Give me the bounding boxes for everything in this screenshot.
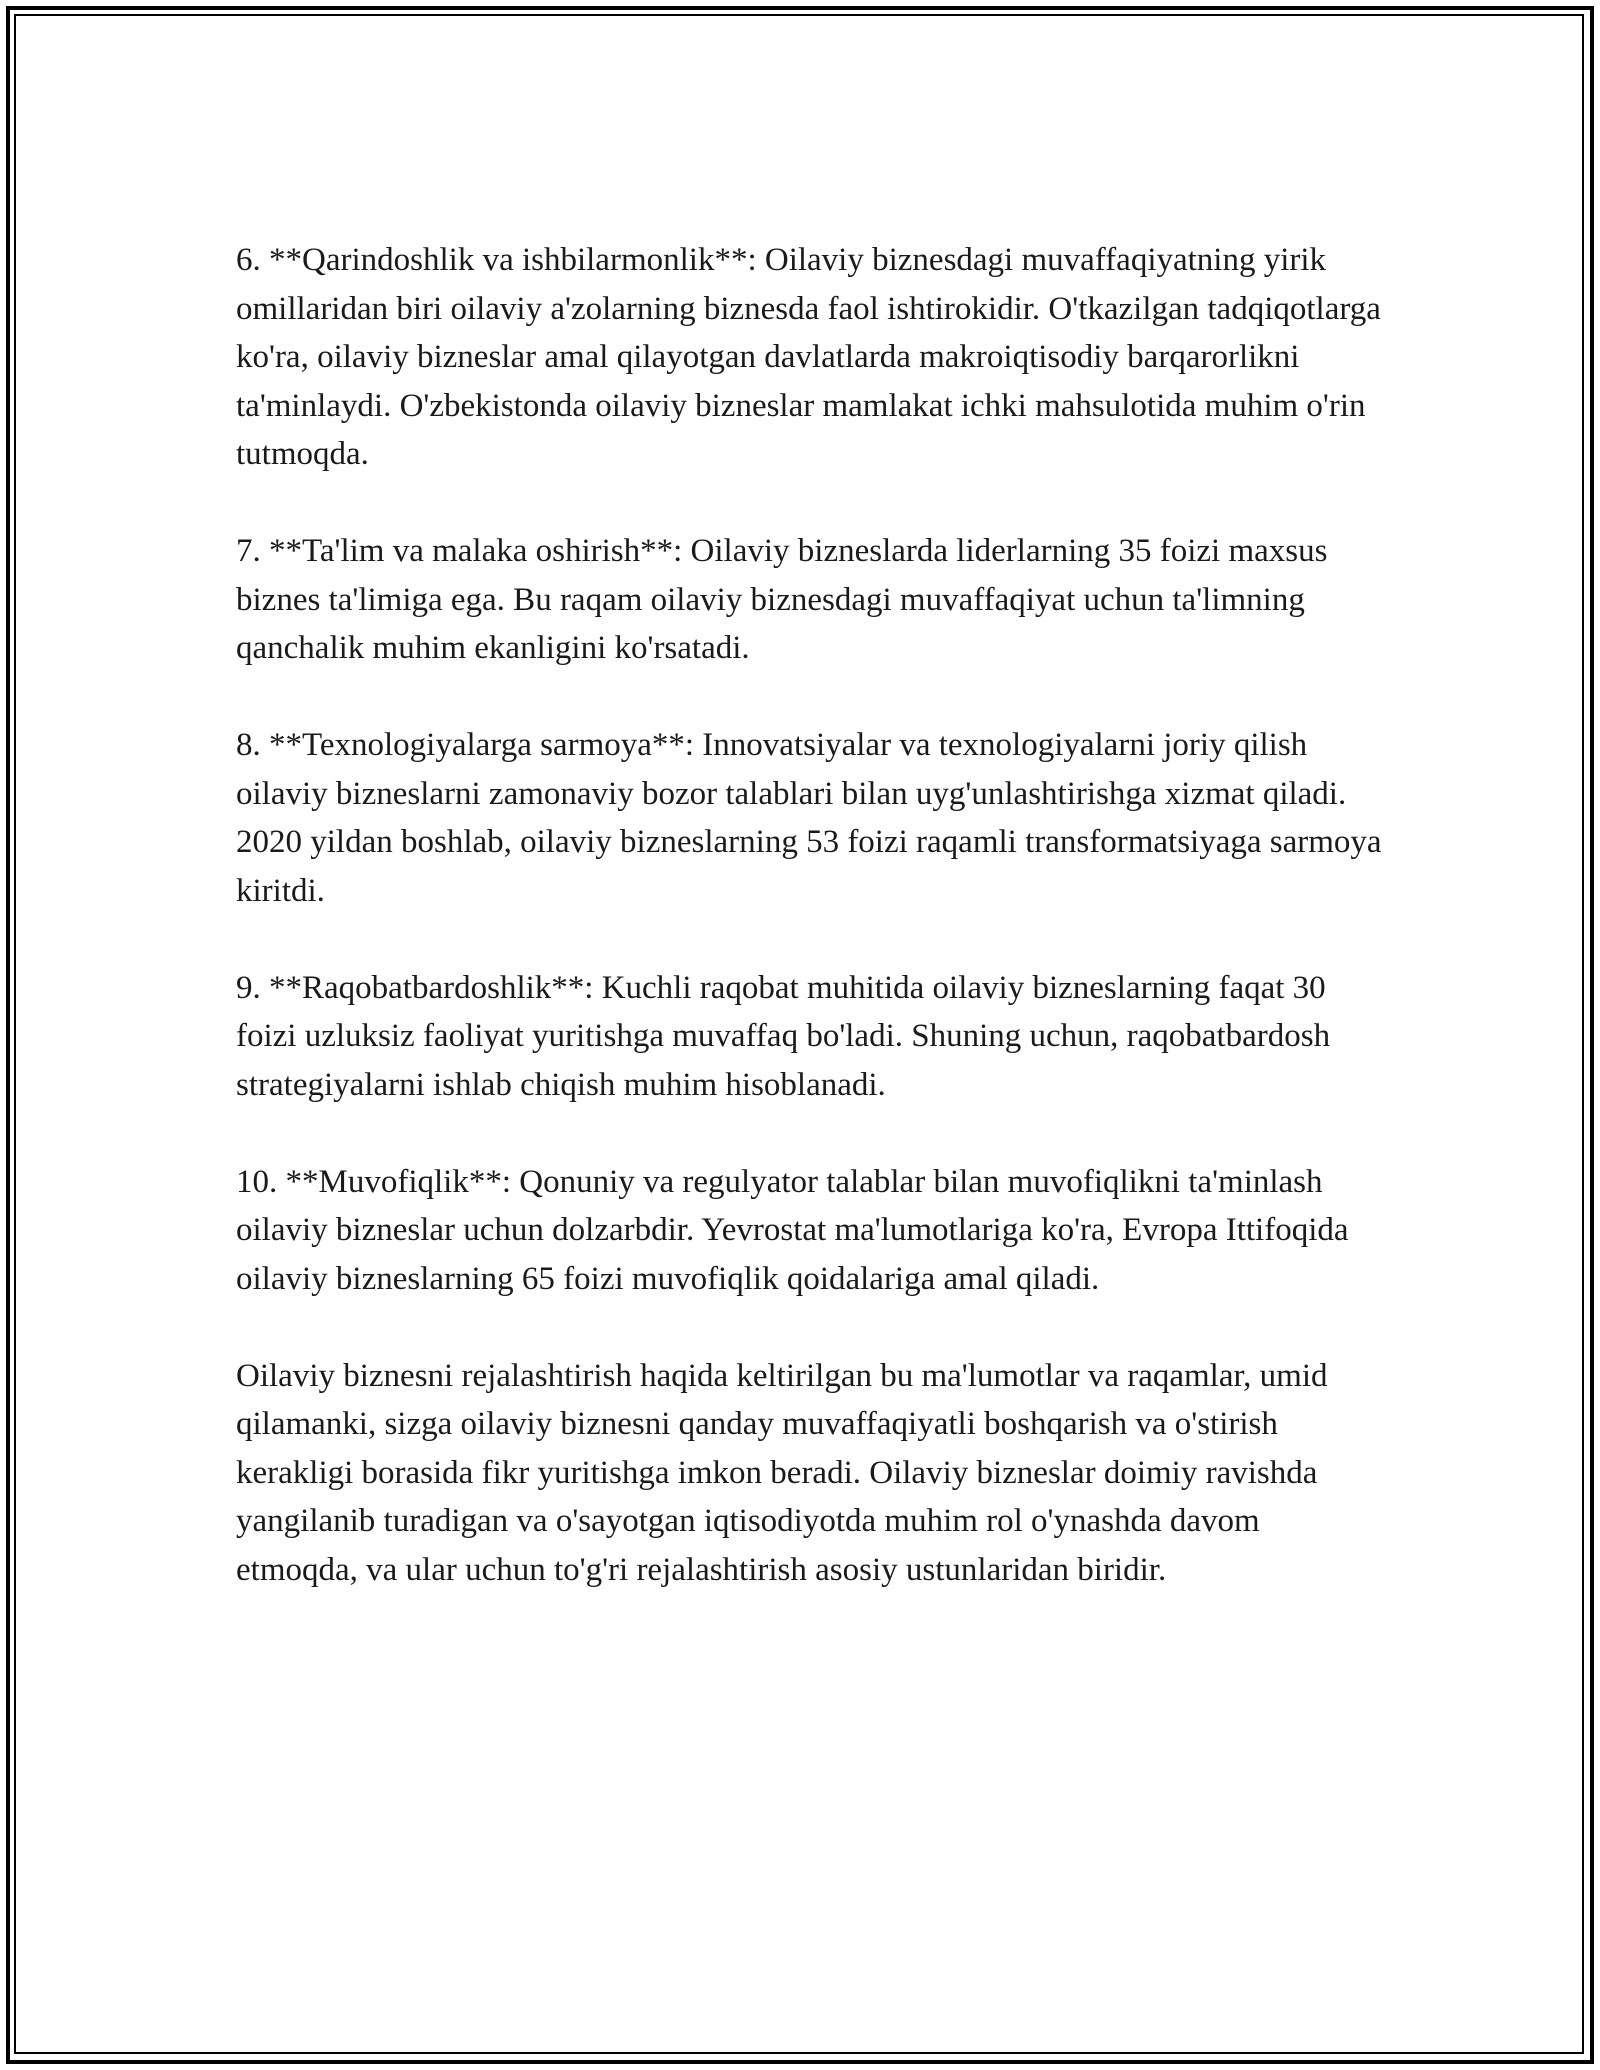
document-body <box>236 236 1386 1643</box>
paragraph-item-9: 9. **Raqobatbardoshlik**: Kuchli raqobat muhitida oilaviy bizneslarning faqat 30 foizi uzluksiz faoliyat yuritishga muvaffaq bo'ladi. Shuning uchun, raqobatbardosh strategiyalarni ishlab chiqish muhim hisoblanadi. <box>236 969 1331 1103</box>
paragraph-item-7: 7. **Ta'lim va malaka oshirish**: Oilaviy bizneslarda liderlarning 35 foizi maxsus biznes ta'limiga ega. Bu raqam oilaviy biznesdagi muvaffaqiyat uchun ta'limning qanchalik muhim ekanligini ko'rsatadi. <box>236 533 1328 666</box>
paragraph-item-6: 6. **Qarindoshlik va ishbilarmonlik**: Oilaviy biznesdagi muvaffaqiyatning yirik omillaridan biri oilaviy a'zolarning biznesda faol ishtirokidir. O'tkazilgan tadqiqotlarga ko'ra, oilaviy bizneslar amal qilayotgan davlatlarda makroiqtisodiy barqarorlikni ta'minlaydi. O'zbekistonda oilaviy bizneslar mamlakat ichki mahsulotida muhim o'rin tutmoqda. <box>236 242 1381 472</box>
paragraph-item-8: 8. **Texnologiyalarga sarmoya**: Innovatsiyalar va texnologiyalarni joriy qilish oilaviy bizneslarni zamonaviy bozor talablari bilan uyg'unlashtirishga xizmat qiladi. 2020 yildan boshlab, oilaviy bizneslarning 53 foizi raqamli transformatsiyaga sarmoya kiritdi. <box>236 727 1382 909</box>
paragraph-item-10: 10. **Muvofiqlik**: Qonuniy va regulyator talablar bilan muvofiqlikni ta'minlash oilaviy bizneslar uchun dolzarbdir. Yevrostat ma'lumotlariga ko'ra, Evropa Ittifoqida oilaviy bizneslarning 65 foizi muvofiqlik qoidalariga amal qiladi. <box>236 1163 1349 1297</box>
paragraph-conclusion: Oilaviy biznesni rejalashtirish haqida keltirilgan bu ma'lumotlar va raqamlar, umid qilamanki, sizga oilaviy biznesni qanday muvaffaqiyatli boshqarish va o'stirish kerakligi borasida fikr yuritishga imkon beradi. Oilaviy bizneslar doimiy ravishda yangilanib turadigan va o'sayotgan iqtisodiyotda muhim rol o'ynashda davom etmoqda, va ular uchun to'g'ri rejalashtirish asosiy ustunlaridan biridir. <box>236 1357 1328 1588</box>
